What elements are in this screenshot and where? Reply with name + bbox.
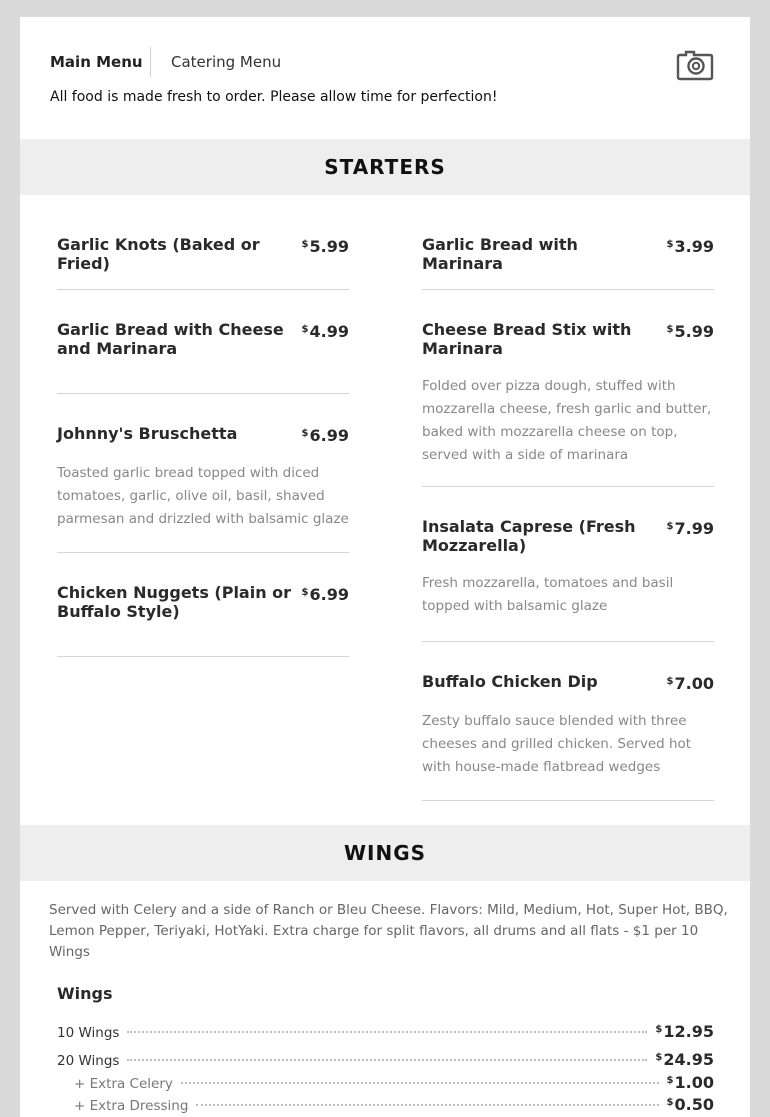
tagline: All food is made fresh to order. Please allow time for perfection! xyxy=(50,89,498,105)
item-price: $5.99 xyxy=(301,237,349,256)
item-price: $4.99 xyxy=(301,322,349,341)
wings-row-label: 10 Wings xyxy=(57,1025,120,1041)
item-description: Toasted garlic bread topped with diced tomatoes, garlic, olive oil, basil, shaved parmesan and drizzled with balsamic glaze xyxy=(57,465,349,527)
wings-row-label: + Extra Celery xyxy=(74,1076,173,1092)
item-price: $7.00 xyxy=(666,674,714,693)
item-price: $5.99 xyxy=(666,322,714,341)
item-description: Folded over pizza dough, stuffed with mozzarella cheese, fresh garlic and butter, baked with mozzarella cheese on top, served with a side of marinara xyxy=(422,378,712,463)
item-name: Buffalo Chicken Dip xyxy=(422,672,598,691)
item-name: Garlic Knots (Baked or Fried) xyxy=(57,235,260,273)
menu-item[interactable] xyxy=(422,672,714,801)
camera-icon[interactable] xyxy=(676,49,714,81)
item-price: $6.99 xyxy=(301,585,349,604)
tab-main-menu[interactable]: Main Menu xyxy=(50,53,143,71)
wings-row[interactable] xyxy=(57,1022,714,1041)
menu-card xyxy=(20,17,750,1117)
wings-row-label: 20 Wings xyxy=(57,1053,120,1069)
menu-header xyxy=(20,17,750,139)
section-header-wings: WINGS xyxy=(20,825,750,881)
wings-row-price: $1.00 xyxy=(666,1073,714,1092)
wings-row[interactable] xyxy=(57,1050,714,1069)
wings-row-price: $12.95 xyxy=(655,1022,714,1041)
menu-item[interactable] xyxy=(57,583,349,657)
wings-row-price: $0.50 xyxy=(666,1095,714,1114)
menu-item[interactable] xyxy=(57,235,349,290)
item-name: Cheese Bread Stix with Marinara xyxy=(422,320,632,358)
item-name: Garlic Bread with Marinara xyxy=(422,235,578,273)
menu-item[interactable] xyxy=(57,320,349,394)
starters-left-column xyxy=(57,235,349,657)
dot-leader xyxy=(181,1082,659,1084)
starters-right-column xyxy=(422,235,714,801)
wings-addon-row[interactable] xyxy=(74,1095,714,1114)
menu-item[interactable] xyxy=(422,517,714,642)
menu-item[interactable] xyxy=(57,424,349,553)
wings-row-price: $24.95 xyxy=(655,1050,714,1069)
dot-leader xyxy=(196,1104,658,1106)
item-name: Chicken Nuggets (Plain or Buffalo Style) xyxy=(57,583,292,621)
item-name: Insalata Caprese (Fresh Mozzarella) xyxy=(422,517,636,555)
wings-addon-row[interactable] xyxy=(74,1073,714,1092)
wings-subtitle: Wings xyxy=(57,984,113,1003)
item-description: Zesty buffalo sauce blended with three cheeses and grilled chicken. Served hot with house-made flatbread wedges xyxy=(422,713,692,775)
item-price: $7.99 xyxy=(666,519,714,538)
dot-leader xyxy=(127,1031,647,1033)
item-name: Johnny's Bruschetta xyxy=(57,424,238,443)
tab-catering-menu[interactable]: Catering Menu xyxy=(171,53,282,71)
menu-item[interactable] xyxy=(422,320,714,487)
section-header-starters: STARTERS xyxy=(20,139,750,195)
item-name: Garlic Bread with Cheese and Marinara xyxy=(57,320,284,358)
wings-note: Served with Celery and a side of Ranch or Bleu Cheese. Flavors: Mild, Medium, Hot, Super Hot, BBQ, Lemon Pepper, Teriyaki, HotYaki. Extra charge for split flavors, all drums and all flats - $1 per 10 Wings xyxy=(49,902,728,960)
tab-divider xyxy=(150,47,151,77)
item-price: $6.99 xyxy=(301,426,349,445)
menu-item[interactable] xyxy=(422,235,714,290)
item-price: $3.99 xyxy=(666,237,714,256)
wings-row-label: + Extra Dressing xyxy=(74,1098,189,1114)
item-description: Fresh mozzarella, tomatoes and basil topped with balsamic glaze xyxy=(422,575,674,614)
dot-leader xyxy=(127,1059,647,1061)
